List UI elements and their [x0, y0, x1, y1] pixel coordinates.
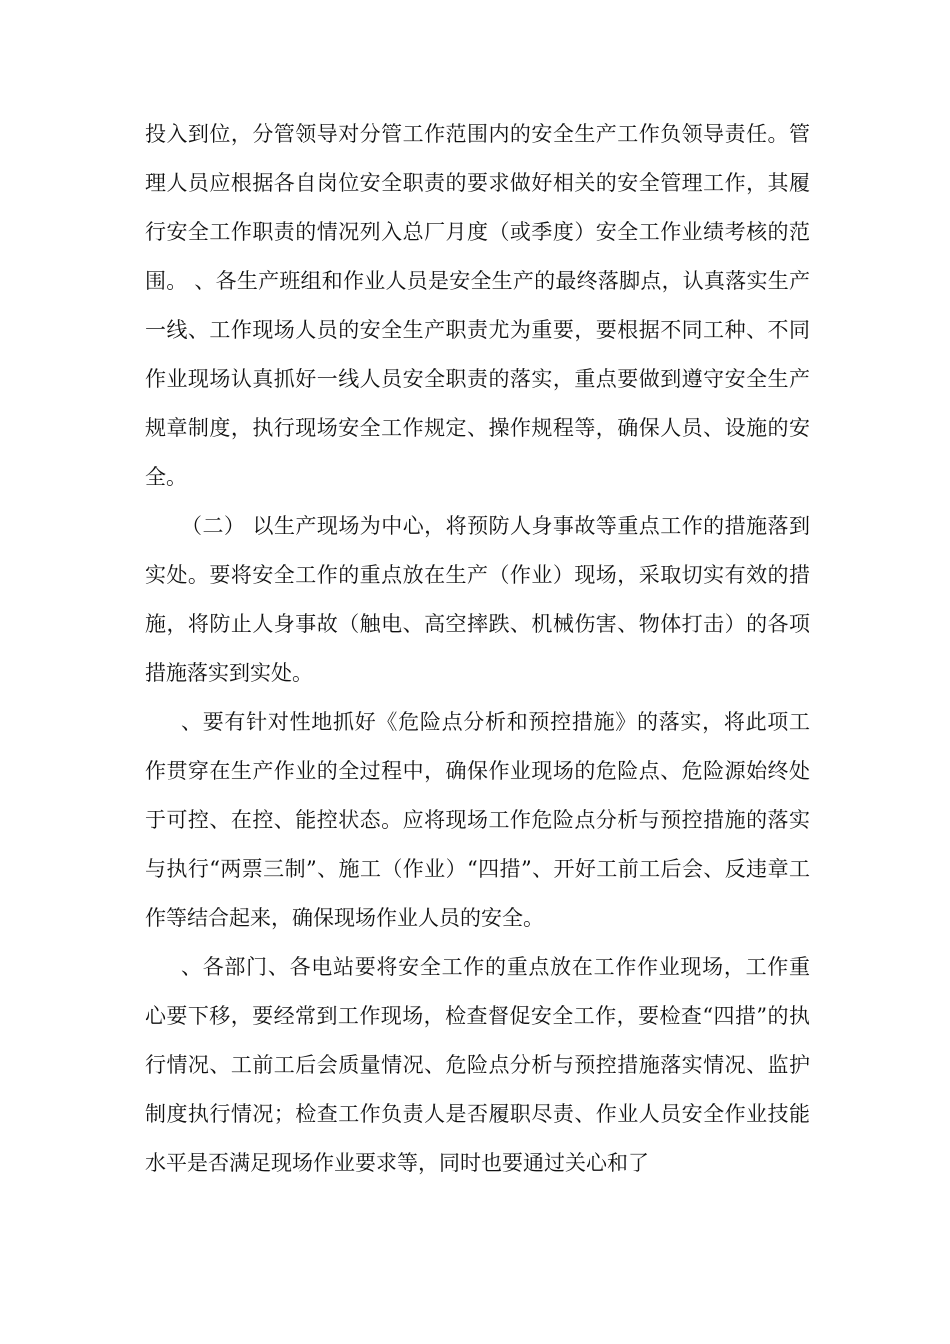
paragraph-responsibilities: 投入到位，分管领导对分管工作范围内的安全生产工作负领导责任。管理人员应根据各自岗位安全职责的要求做好相关的安全管理工作，其履行安全工作职责的情况列入总厂月度（或季度）安全工作业绩考核的范围。 、各生产班组和作业人员是安全生产的最终落脚点，认真落实生产一线、工作现场人员的安全生产职责尤为重要，要根据不同工种、不同作业现场认真抓好一线人员安全职责的落实，重点要做到遵守安全生产规章制度，执行现场安全工作规定、操作规程等，确保人员、设施的安全。: [145, 122, 810, 489]
paragraph-site-inspection: 、各部门、各电站要将安全工作的重点放在工作作业现场，工作重心要下移，要经常到工作现场，检查督促安全工作，要检查“四措”的执行情况、工前工后会质量情况、危险点分析与预控措施落实情况、监护制度执行情况；检查工作负责人是否履职尽责、作业人员安全作业技能水平是否满足现场作业要求等，同时也要通过关心和了: [145, 955, 810, 1175]
paragraph-risk-control: 、要有针对性地抓好《危险点分析和预控措施》的落实，将此项工作贯穿在生产作业的全过程中，确保作业现场的危险点、危险源始终处于可控、在控、能控状态。应将现场工作危险点分析与预控措施的落实与执行“两票三制”、施工（作业）“四措”、开好工前工后会、反违章工作等结合起来，确保现场作业人员的安全。: [145, 710, 810, 930]
paragraph-section-two: （二） 以生产现场为中心，将预防人身事故等重点工作的措施落到实处。要将安全工作的重点放在生产（作业）现场，采取切实有效的措施，将防止人身事故（触电、高空摔跌、机械伤害、物体打击）的各项措施落实到实处。: [145, 514, 810, 685]
document-body: [145, 110, 810, 1188]
